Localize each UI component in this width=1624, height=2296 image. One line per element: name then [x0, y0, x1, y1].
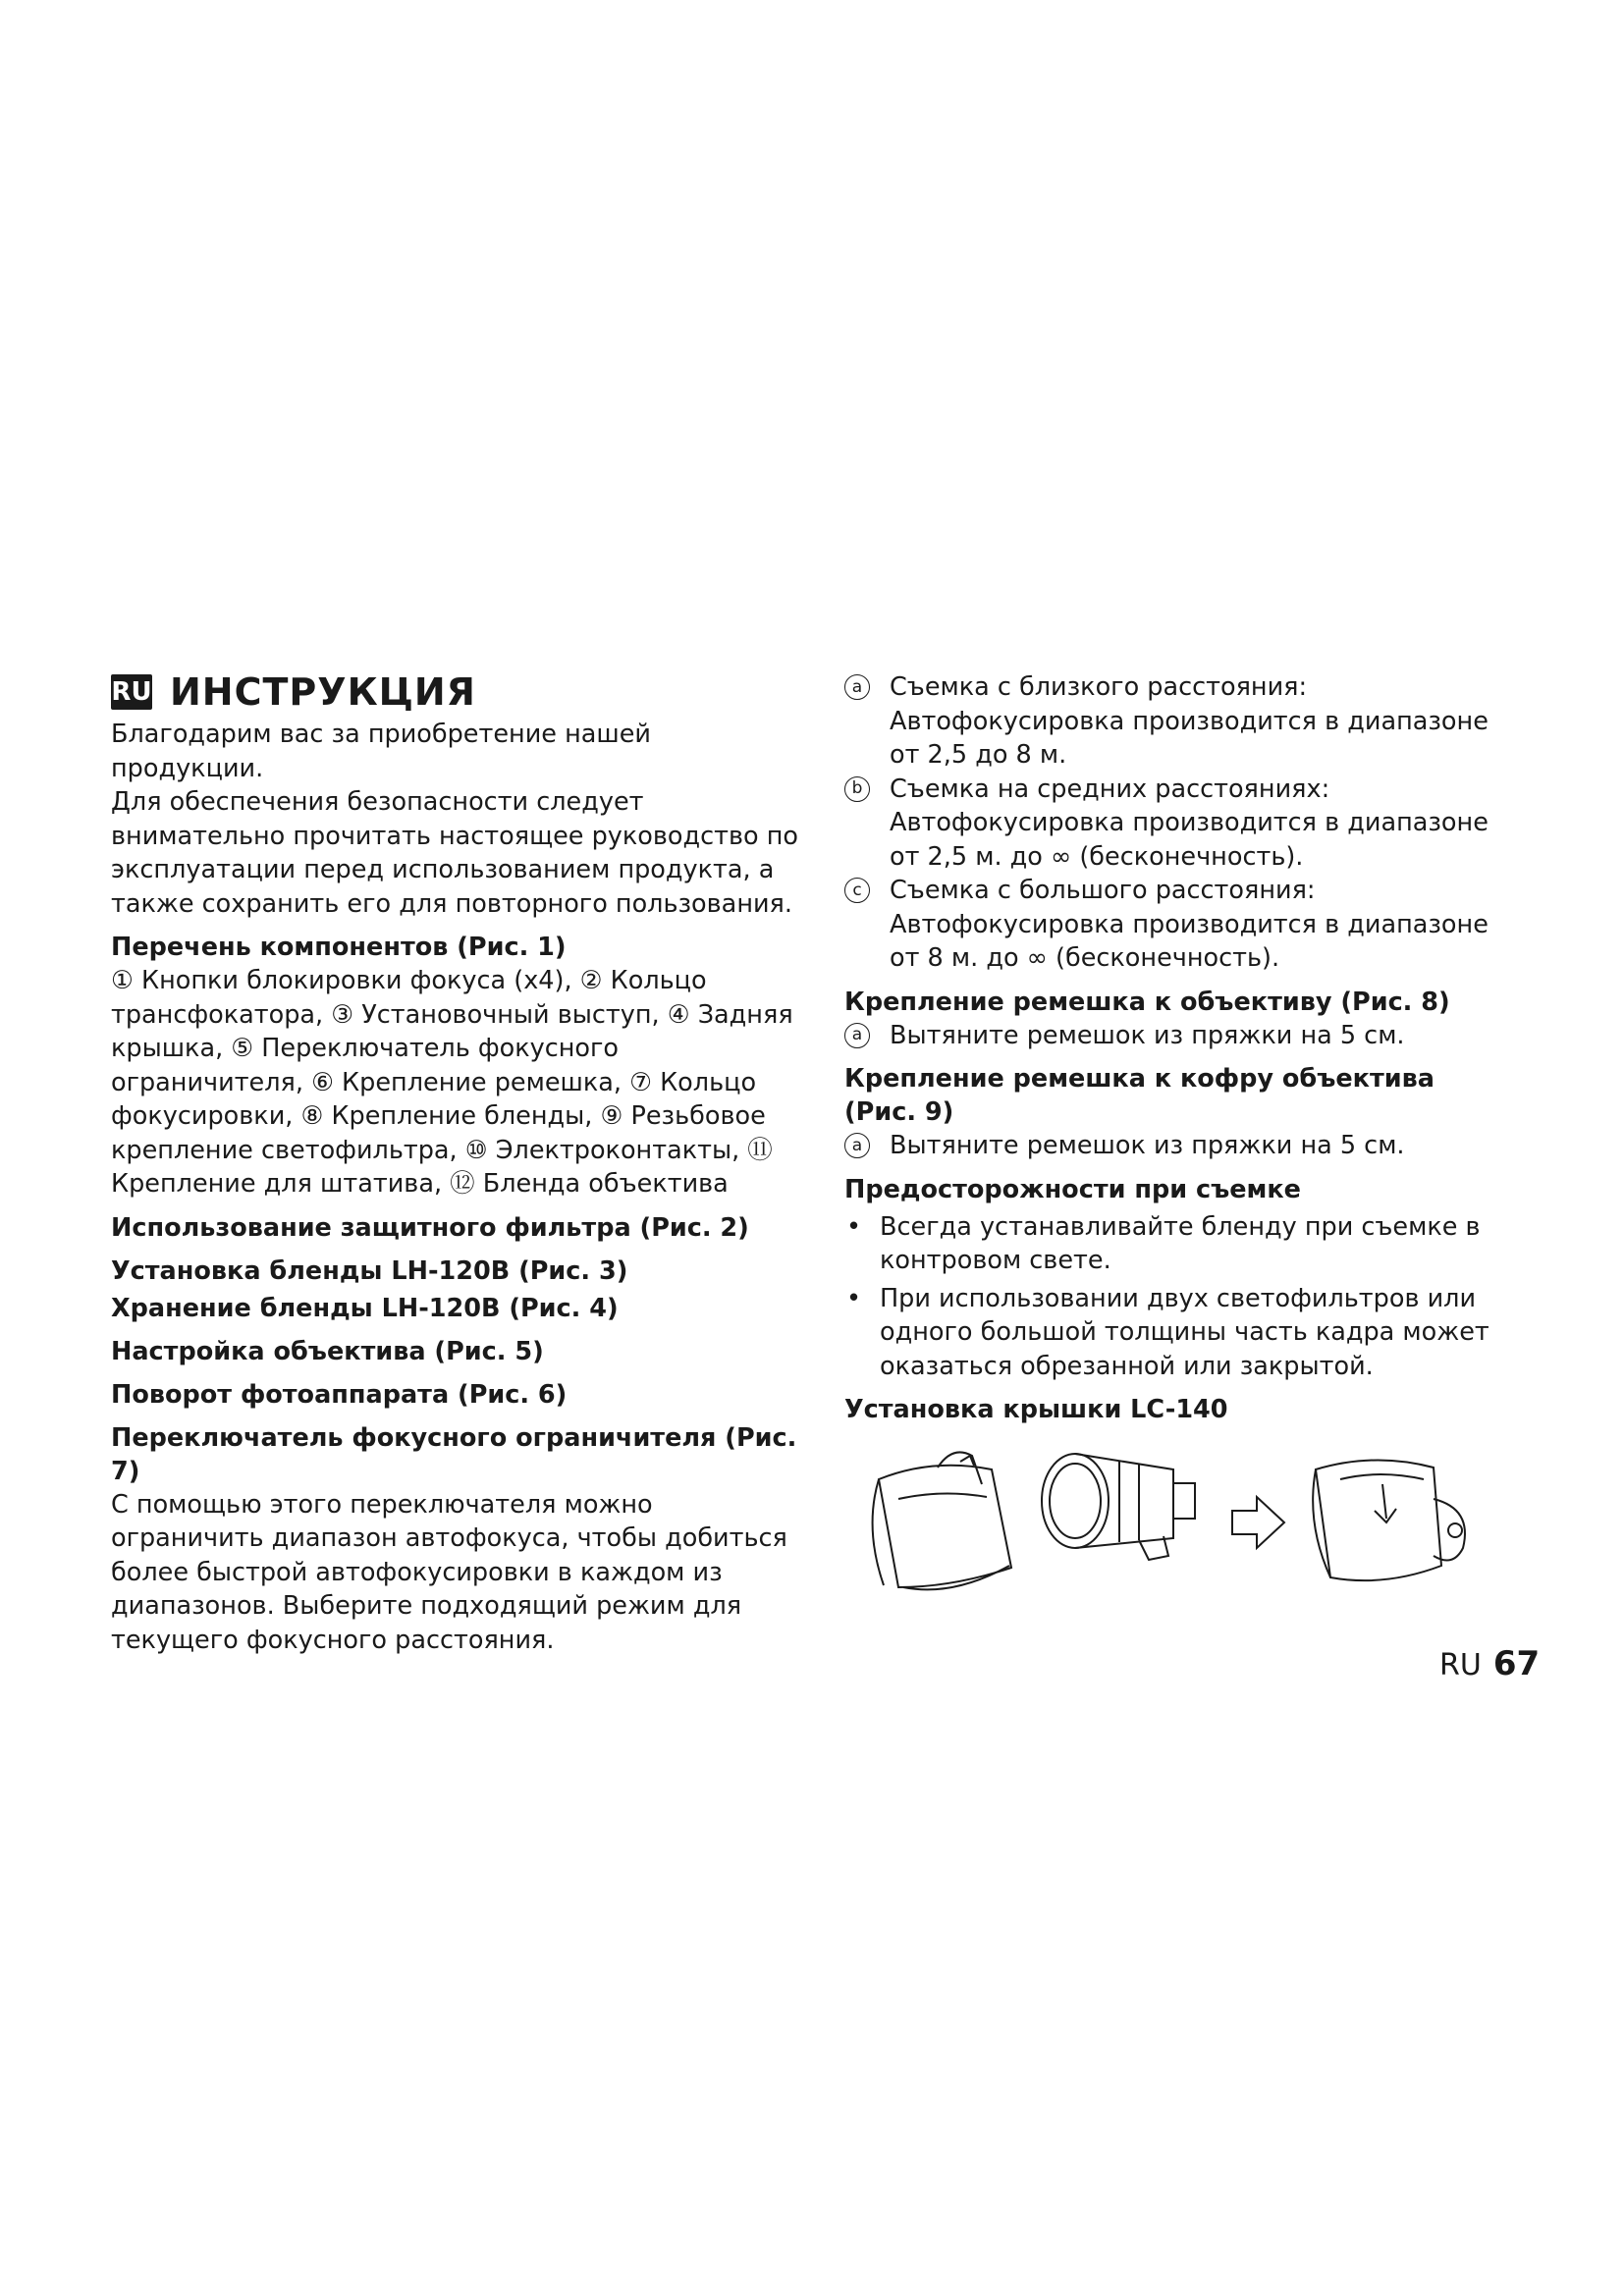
- lens-pouch-closed-icon: [1313, 1460, 1465, 1580]
- strap-lens-text: Вытяните ремешок из пряжки на 5 см.: [890, 1020, 1405, 1050]
- right-arrow-icon: [1232, 1497, 1284, 1548]
- precaution-item: [844, 1210, 1512, 1278]
- page-title: ИНСТРУКЦИЯ: [170, 670, 476, 714]
- mode-a: [844, 670, 1512, 773]
- mode-c: [844, 874, 1512, 976]
- mode-a-title: Съемка с близкого расстояния:: [890, 672, 1308, 702]
- limiter-heading: Переключатель фокусного ограничителя (Рис. 7): [111, 1422, 797, 1486]
- mode-b-title: Съемка на средних расстояниях:: [890, 774, 1330, 804]
- mode-a-text: Автофокусировка производится в диапазоне от 2,5 до 8 м.: [890, 706, 1489, 770]
- left-column: [111, 670, 798, 1657]
- strap-lens-step: [844, 1019, 1512, 1053]
- mode-b-text: Автофокусировка производится в диапазоне от 2,5 м. до ∞ (бесконечность).: [890, 808, 1489, 872]
- right-column: [844, 670, 1512, 1611]
- limiter-text: С помощью этого переключателя можно ограничить диапазон автофокуса, чтобы добиться более быстрой автофокусировки в каждом из диапазонов. Выберите подходящий режим для текущего фокусного расстояния.: [111, 1489, 787, 1655]
- title-row: [111, 670, 798, 714]
- components-heading: Перечень компонентов (Рис. 1): [111, 933, 567, 962]
- rotation-heading: Поворот фотоаппарата (Рис. 6): [111, 1379, 568, 1410]
- precaution-text: Всегда устанавливайте бленду при съемке в контровом свете.: [880, 1211, 1481, 1275]
- bullet-icon: •: [846, 1283, 862, 1313]
- lens-setup-heading: Настройка объектива (Рис. 5): [111, 1336, 544, 1366]
- intro-thanks: Благодарим вас за приобретение нашей продукции.: [111, 720, 651, 783]
- hood-store-heading: Хранение бленды LH-120B (Рис. 4): [111, 1293, 619, 1323]
- language-badge: RU: [111, 674, 152, 710]
- marker-a: a: [844, 1023, 870, 1048]
- marker-a: a: [844, 1133, 870, 1158]
- lens-pouch-open-icon: [873, 1452, 1011, 1589]
- strap-case-heading: Крепление ремешка к кофру объектива (Рис. 9): [844, 1064, 1435, 1127]
- page-footer: [1439, 1644, 1540, 1683]
- cap-installation-figure: [844, 1440, 1512, 1611]
- strap-case-text: Вытяните ремешок из пряжки на 5 см.: [890, 1131, 1405, 1160]
- precautions-heading: Предосторожности при съемке: [844, 1174, 1301, 1204]
- strap-lens-heading: Крепление ремешка к объективу (Рис. 8): [844, 987, 1450, 1017]
- telephoto-lens-icon: [1042, 1454, 1195, 1560]
- strap-case-step: [844, 1129, 1512, 1163]
- marker-b: b: [844, 776, 870, 802]
- marker-a: a: [844, 674, 870, 700]
- mode-c-title: Съемка с большого расстояния:: [890, 876, 1316, 905]
- mode-c-text: Автофокусировка производится в диапазоне от 8 м. до ∞ (бесконечность).: [890, 909, 1489, 973]
- cap-heading: Установка крышки LC-140: [844, 1395, 1228, 1424]
- page-number: 67: [1492, 1644, 1541, 1683]
- cap-installation-illustration: [844, 1440, 1512, 1607]
- components-list: ① Кнопки блокировки фокуса (x4), ② Кольцо трансфокатора, ③ Установочный выступ, ④ Задняя крышка, ⑤ Переключатель фокусного ограничителя, ⑥ Крепление ремешка, ⑦ Кольцо фокусировки, ⑧ Крепление бленды, ⑨ Резьбовое крепление светофильтра, ⑩ Электроконтакты, ⑪ Крепление для штатива, ⑫ Бленда объектива: [111, 966, 793, 1199]
- marker-c: c: [844, 878, 870, 903]
- intro-safety: Для обеспечения безопасности следует внимательно прочитать настоящее руководство по эксплуатации перед использованием продукта, а также сохранить его для повторного пользования.: [111, 787, 798, 919]
- mode-b: [844, 773, 1512, 875]
- hood-install-heading: Установка бленды LH-120B (Рис. 3): [111, 1255, 628, 1286]
- precaution-text: При использовании двух светофильтров или одного большой толщины часть кадра может оказаться обрезанной или закрытой.: [880, 1283, 1489, 1381]
- precaution-item: [844, 1282, 1512, 1384]
- filter-heading: Использование защитного фильтра (Рис. 2): [111, 1212, 749, 1243]
- bullet-icon: •: [846, 1211, 862, 1242]
- footer-language: RU: [1439, 1648, 1482, 1682]
